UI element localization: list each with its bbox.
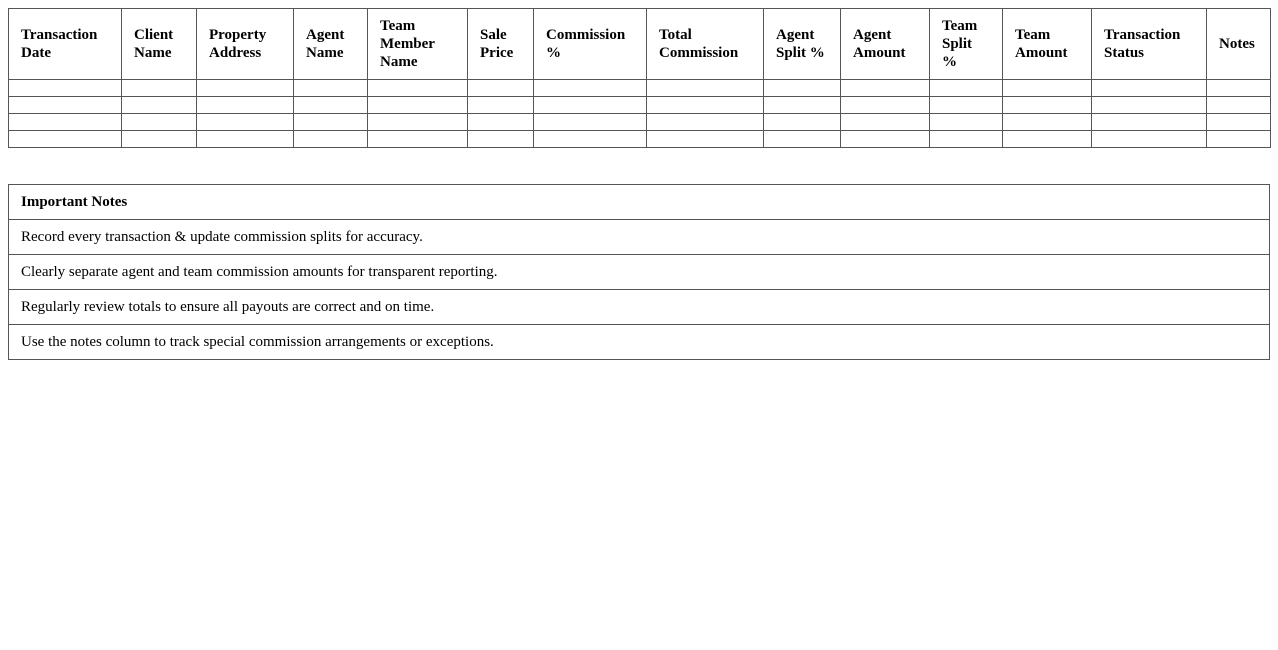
table-cell[interactable] bbox=[1003, 80, 1092, 97]
note-text: Clearly separate agent and team commission amounts for transparent reporting. bbox=[9, 255, 1270, 290]
table-cell[interactable] bbox=[930, 97, 1003, 114]
column-header-commission-percent: Commission % bbox=[534, 9, 647, 80]
table-cell[interactable] bbox=[9, 114, 122, 131]
notes-header-row bbox=[9, 185, 1270, 220]
note-text: Use the notes column to track special commission arrangements or exceptions. bbox=[9, 325, 1270, 360]
important-notes-table bbox=[8, 184, 1270, 360]
header-row bbox=[9, 9, 1271, 80]
table-cell[interactable] bbox=[468, 80, 534, 97]
table-cell[interactable] bbox=[197, 114, 294, 131]
column-header-team-amount: Team Amount bbox=[1003, 9, 1092, 80]
table-cell[interactable] bbox=[930, 114, 1003, 131]
table-cell[interactable] bbox=[1207, 114, 1271, 131]
column-header-property-address: Property Address bbox=[197, 9, 294, 80]
table-cell[interactable] bbox=[1092, 131, 1207, 148]
table-cell[interactable] bbox=[1092, 114, 1207, 131]
table-cell[interactable] bbox=[534, 114, 647, 131]
table-body bbox=[9, 80, 1271, 148]
table-cell[interactable] bbox=[930, 80, 1003, 97]
table-cell[interactable] bbox=[647, 97, 764, 114]
table-row bbox=[9, 80, 1271, 97]
note-text: Record every transaction & update commission splits for accuracy. bbox=[9, 220, 1270, 255]
column-header-transaction-date: Transaction Date bbox=[9, 9, 122, 80]
table-cell[interactable] bbox=[9, 80, 122, 97]
table-cell[interactable] bbox=[1207, 131, 1271, 148]
note-item bbox=[9, 290, 1270, 325]
table-cell[interactable] bbox=[122, 97, 197, 114]
commission-tracker-table bbox=[8, 8, 1271, 148]
column-header-agent-amount: Agent Amount bbox=[841, 9, 930, 80]
column-header-total-commission: Total Commission bbox=[647, 9, 764, 80]
table-cell[interactable] bbox=[368, 131, 468, 148]
table-cell[interactable] bbox=[468, 114, 534, 131]
table-cell[interactable] bbox=[764, 97, 841, 114]
table-cell[interactable] bbox=[534, 80, 647, 97]
table-cell[interactable] bbox=[9, 131, 122, 148]
table-row bbox=[9, 114, 1271, 131]
table-cell[interactable] bbox=[294, 97, 368, 114]
table-cell[interactable] bbox=[468, 97, 534, 114]
table-cell[interactable] bbox=[368, 97, 468, 114]
table-cell[interactable] bbox=[1003, 114, 1092, 131]
table-cell[interactable] bbox=[122, 114, 197, 131]
table-cell[interactable] bbox=[534, 97, 647, 114]
note-item bbox=[9, 325, 1270, 360]
table-cell[interactable] bbox=[122, 80, 197, 97]
column-header-transaction-status: Transaction Status bbox=[1092, 9, 1207, 80]
table-cell[interactable] bbox=[197, 80, 294, 97]
table-cell[interactable] bbox=[930, 131, 1003, 148]
table-cell[interactable] bbox=[841, 97, 930, 114]
column-header-team-split-percent: Team Split % bbox=[930, 9, 1003, 80]
table-row bbox=[9, 97, 1271, 114]
table-cell[interactable] bbox=[841, 114, 930, 131]
table-cell[interactable] bbox=[1207, 80, 1271, 97]
table-cell[interactable] bbox=[1207, 97, 1271, 114]
table-cell[interactable] bbox=[294, 114, 368, 131]
table-cell[interactable] bbox=[647, 131, 764, 148]
table-cell[interactable] bbox=[468, 131, 534, 148]
table-cell[interactable] bbox=[534, 131, 647, 148]
table-cell[interactable] bbox=[647, 80, 764, 97]
table-cell[interactable] bbox=[1092, 80, 1207, 97]
table-cell[interactable] bbox=[1003, 131, 1092, 148]
table-cell[interactable] bbox=[1003, 97, 1092, 114]
column-header-team-member-name: Team Member Name bbox=[368, 9, 468, 80]
table-cell[interactable] bbox=[197, 131, 294, 148]
column-header-client-name: Client Name bbox=[122, 9, 197, 80]
page-content bbox=[8, 8, 1270, 360]
column-header-agent-name: Agent Name bbox=[294, 9, 368, 80]
column-header-sale-price: Sale Price bbox=[468, 9, 534, 80]
notes-title: Important Notes bbox=[9, 185, 1270, 220]
table-cell[interactable] bbox=[368, 114, 468, 131]
table-cell[interactable] bbox=[841, 131, 930, 148]
table-cell[interactable] bbox=[9, 97, 122, 114]
table-cell[interactable] bbox=[1092, 97, 1207, 114]
note-item bbox=[9, 255, 1270, 290]
column-header-agent-split-percent: Agent Split % bbox=[764, 9, 841, 80]
table-cell[interactable] bbox=[764, 131, 841, 148]
table-row bbox=[9, 131, 1271, 148]
table-cell[interactable] bbox=[122, 131, 197, 148]
table-cell[interactable] bbox=[764, 114, 841, 131]
table-cell[interactable] bbox=[197, 97, 294, 114]
note-item bbox=[9, 220, 1270, 255]
table-cell[interactable] bbox=[294, 80, 368, 97]
table-cell[interactable] bbox=[368, 80, 468, 97]
table-cell[interactable] bbox=[764, 80, 841, 97]
note-text: Regularly review totals to ensure all payouts are correct and on time. bbox=[9, 290, 1270, 325]
column-header-notes: Notes bbox=[1207, 9, 1271, 80]
table-cell[interactable] bbox=[841, 80, 930, 97]
table-cell[interactable] bbox=[294, 131, 368, 148]
table-cell[interactable] bbox=[647, 114, 764, 131]
